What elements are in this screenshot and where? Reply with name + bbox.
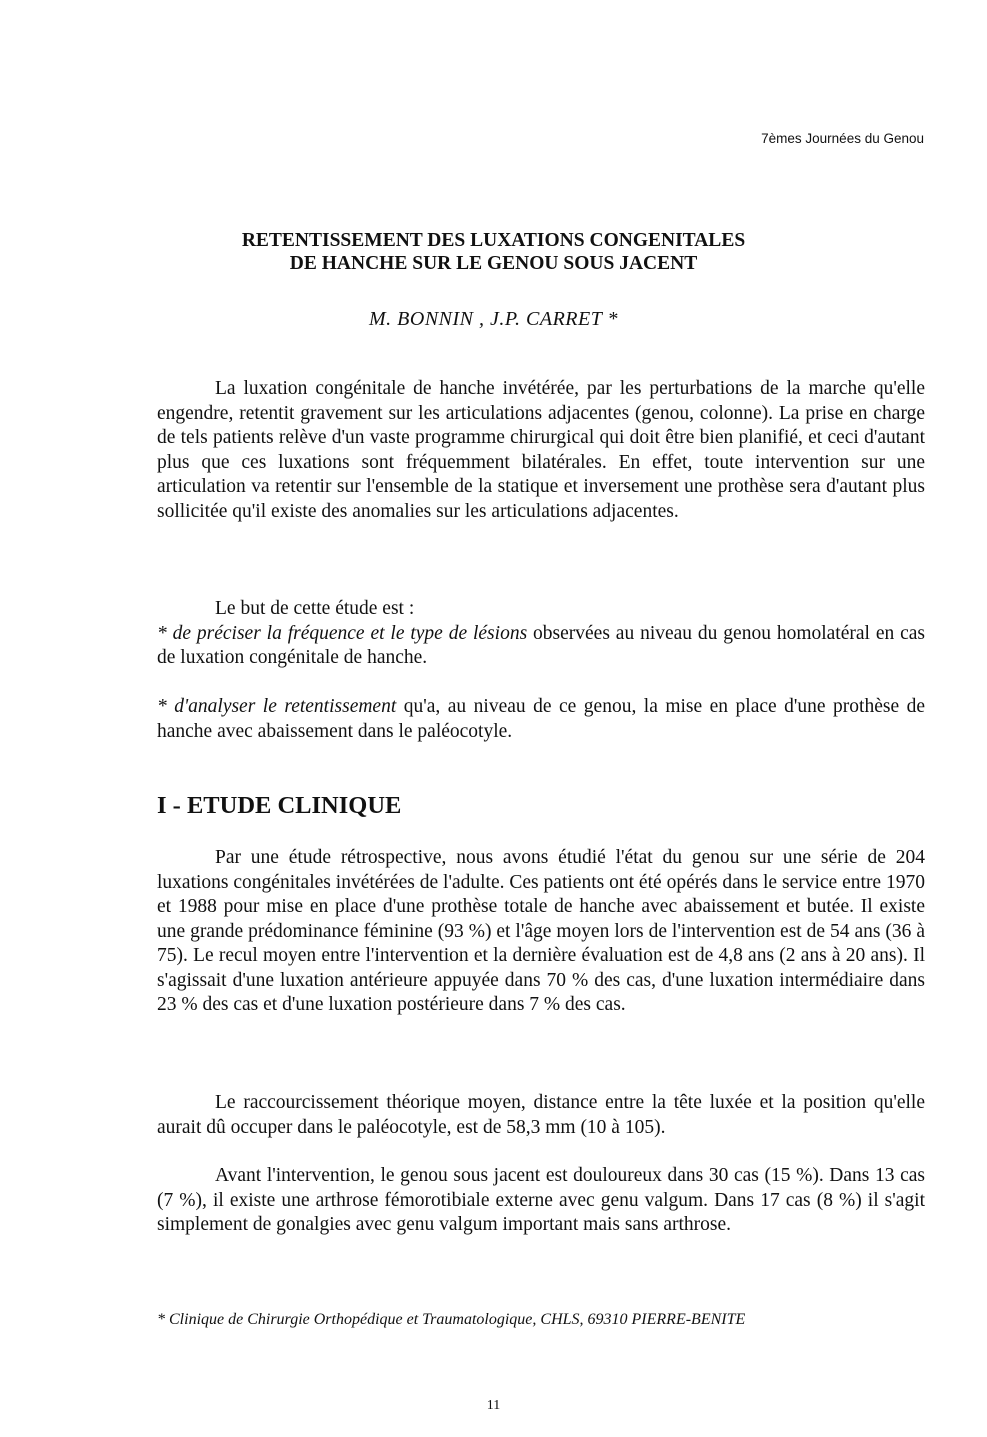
clinical-paragraph-1-text: Par une étude rétrospective, nous avons étudié l'état du genou sur une série de 204 luxations congénitales invétérées de l'adulte. Ces patients ont été opérés dans le service entre 1970 et 1988 pour mise en place d'une prothèse totale de hanche avec abaissement et butée. Il existe une grande prédominance féminine (93 %) et l'âge moyen lors de l'intervention est de 54 ans (36 à 75). Le recul moyen entre l'intervention et la dernière évaluation est de 4,8 ans (2 ans à 20 ans). Il s'agissait d'une luxation antérieure appuyée dans 70 % des cas, d'une luxation intermédiaire dans 23 % des cas et d'une luxation postérieure dans 7 % des cas.	[157, 847, 925, 1015]
page-number: 11	[486, 1398, 501, 1413]
intro-paragraph-text: La luxation congénitale de hanche invétérée, par les perturbations de la marche qu'elle engendre, retentit gravement sur les articulations adjacentes (genou, colonne). La prise en charge de tels patients relève d'un vaste programme chirurgical qui doit être bien planifié, et ceci d'autant plus que ces luxations sont fréquemment bilatérales. En effet, toute intervention sur une articulation va retentir sur l'ensemble de la statique et inversement une prothèse sera d'autant plus sollicitée qu'il existe des anomalies sur les articulations adjacentes.	[157, 378, 925, 522]
aim-2-text: qu'a, au niveau de ce genou, la mise en place d'une prothèse de hanche avec abaissement dans le paléocotyle.	[157, 696, 925, 742]
aim-1-text: observées au niveau du genou homolatéral en cas de luxation congénitale de hanche.	[157, 622, 925, 668]
aim-intro: Le but de cette étude est :	[215, 598, 415, 619]
footnote: * Clinique de Chirurgie Orthopédique et Traumatologique, CHLS, 69310 PIERRE-BENITE	[157, 1311, 746, 1328]
title-line-2: DE HANCHE SUR LE GENOU SOUS JACENT	[289, 253, 698, 274]
title-line-1: RETENTISSEMENT DES LUXATIONS CONGENITALES	[241, 230, 746, 251]
intro-paragraph	[157, 377, 925, 524]
section-heading: I - ETUDE CLINIQUE	[157, 792, 402, 819]
clinical-paragraph-3	[157, 1164, 925, 1238]
authors: M. BONNIN , J.P. CARRET *	[369, 308, 618, 330]
article-title	[0, 229, 987, 275]
aim-1-italic: * de préciser la fréquence et le type de lésions	[157, 622, 528, 644]
aim-paragraph	[157, 597, 925, 671]
clinical-paragraph-3-text: Avant l'intervention, le genou sous jacent est douloureux dans 30 cas (15 %). Dans 13 cas (7 %), il existe une arthrose fémorotibiale externe avec genu valgum. Dans 17 cas (8 %) il s'agit simplement de gonalgies avec genu valgum important mais sans arthrose.	[157, 1165, 925, 1235]
aim-2-italic: * d'analyser le retentissement	[157, 696, 397, 717]
clinical-paragraph-1	[157, 846, 925, 1018]
aim-2-paragraph	[157, 695, 925, 744]
clinical-paragraph-2	[157, 1091, 925, 1140]
running-header: 7èmes Journées du Genou	[761, 131, 924, 146]
clinical-paragraph-2-text: Le raccourcissement théorique moyen, distance entre la tête luxée et la position qu'elle aurait dû occuper dans le paléocotyle, est de 58,3 mm (10 à 105).	[157, 1092, 925, 1138]
